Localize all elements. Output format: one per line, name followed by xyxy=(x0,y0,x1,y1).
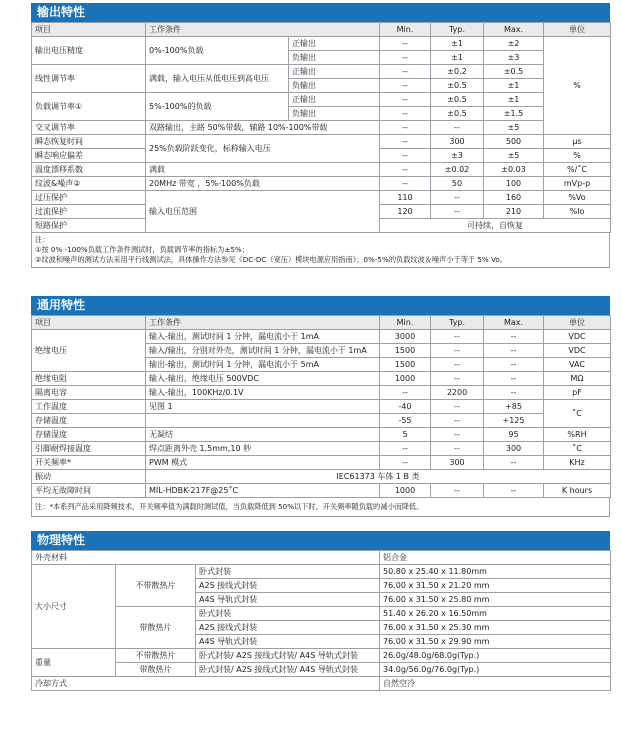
cond-cell: 无凝结 xyxy=(146,428,380,442)
package-type: 卧式封装/ A2S 接线式封装/ A4S 导轨式封装 xyxy=(196,663,380,677)
max-cell: ±1.5 xyxy=(484,107,544,121)
unit-cell: %Vo xyxy=(544,191,611,205)
typ-cell: ±0.5 xyxy=(431,107,484,121)
typ-cell: ±0.5 xyxy=(431,79,484,93)
table-row xyxy=(32,484,611,498)
typ-cell: -- xyxy=(431,205,484,219)
min-cell: -- xyxy=(380,121,431,135)
general-note: 注：*本系列产品采用降频技术，开关频率值为满载时测试值，当负载降低到 50%以下时，开关频率随负载的减小而降低。 xyxy=(31,498,610,517)
typ-cell: -- xyxy=(431,484,484,498)
item-cell: 绝缘电压 xyxy=(32,330,146,372)
header-max: Max. xyxy=(484,23,544,37)
max-cell: ±2 xyxy=(484,37,544,51)
table-row xyxy=(32,330,611,344)
cond-cell: 20MHz 带宽 ，5%-100%负载 xyxy=(146,177,380,191)
max-cell: ±3 xyxy=(484,51,544,65)
item-cell: 短路保护 xyxy=(32,219,146,233)
package-type: 卧式封装 xyxy=(196,565,380,579)
output-section xyxy=(31,3,610,268)
size-label: 大小尺寸 xyxy=(32,565,116,649)
min-cell: -- xyxy=(380,386,431,400)
min-cell: -- xyxy=(380,135,431,149)
header-unit: 单位 xyxy=(544,23,611,37)
sub-cell: 正输出 xyxy=(289,65,380,79)
typ-cell: ±0.2 xyxy=(431,65,484,79)
min-cell: 120 xyxy=(380,205,431,219)
item-cell: 纹波&噪声② xyxy=(32,177,146,191)
max-cell: -- xyxy=(484,456,544,470)
typ-cell: -- xyxy=(431,191,484,205)
value-cell: IEC61373 车体 1 B 类 xyxy=(146,470,611,484)
max-cell: +125 xyxy=(484,414,544,428)
dimension-value: 76.00 x 31.50 x 25.80 mm xyxy=(380,593,611,607)
physical-section xyxy=(31,531,610,691)
typ-cell: ±3 xyxy=(431,149,484,163)
item-cell: 负载调节率① xyxy=(32,93,146,121)
unit-cell: VAC xyxy=(544,358,611,372)
typ-cell: -- xyxy=(431,330,484,344)
table-row xyxy=(32,565,611,579)
item-cell: 交叉调节率 xyxy=(32,121,146,135)
cond-cell: 输入-输出，绝缘电压 500VDC xyxy=(146,372,380,386)
min-cell: 1000 xyxy=(380,372,431,386)
weight-value: 26.0g/48.0g/68.0g(Typ.) xyxy=(380,649,611,663)
sub-cell: 负输出 xyxy=(289,107,380,121)
item-cell: 存储湿度 xyxy=(32,428,146,442)
table-row xyxy=(32,456,611,470)
min-cell: -- xyxy=(380,51,431,65)
dimension-value: 76.00 x 31.50 x 25.30 mm xyxy=(380,621,611,635)
typ-cell: -- xyxy=(431,358,484,372)
package-type: A4S 导轨式封装 xyxy=(196,635,380,649)
table-row xyxy=(32,121,611,135)
item-cell: 瞬态恢复时间 xyxy=(32,135,146,149)
min-cell: 1000 xyxy=(380,484,431,498)
no-heatsink-label: 不带散热片 xyxy=(116,649,196,663)
item-cell: 温度漂移系数 xyxy=(32,163,146,177)
cond-cell: 25%负载阶跃变化，标称输入电压 xyxy=(146,135,380,163)
unit-cell: ˚C xyxy=(544,400,611,428)
table-header xyxy=(32,23,611,37)
header-item: 项目 xyxy=(32,316,146,330)
item-cell: 存储温度 xyxy=(32,414,146,428)
max-cell: -- xyxy=(484,358,544,372)
general-section-title: 通用特性 xyxy=(31,296,610,315)
dimension-value: 51.40 x 26.20 x 16.50mm xyxy=(380,607,611,621)
table-header xyxy=(32,316,611,330)
item-cell: 过流保护 xyxy=(32,205,146,219)
table-row xyxy=(32,551,611,565)
unit-cell: pF xyxy=(544,386,611,400)
min-cell: -- xyxy=(380,37,431,51)
table-row xyxy=(32,428,611,442)
typ-cell: -- xyxy=(431,372,484,386)
table-row xyxy=(32,649,611,663)
min-cell: -- xyxy=(380,93,431,107)
typ-cell: ±0.5 xyxy=(431,93,484,107)
table-row xyxy=(32,470,611,484)
table-row xyxy=(32,414,611,428)
unit-cell: KHz xyxy=(544,456,611,470)
table-row xyxy=(32,177,611,191)
typ-cell: -- xyxy=(431,344,484,358)
item-cell: 平均无故障时间 xyxy=(32,484,146,498)
max-cell: +85 xyxy=(484,400,544,414)
cooling-value: 自然空冷 xyxy=(380,677,611,691)
dimension-value: 50.80 x 25.40 x 11.80mm xyxy=(380,565,611,579)
package-type: A4S 导轨式封装 xyxy=(196,593,380,607)
unit-cell: %RH xyxy=(544,428,611,442)
header-typ: Typ. xyxy=(431,23,484,37)
dimension-value: 76.00 x 31.50 x 29.90 mm xyxy=(380,635,611,649)
unit-cell: % xyxy=(544,37,611,135)
max-cell: 95 xyxy=(484,428,544,442)
sub-cell: 正输出 xyxy=(289,93,380,107)
cond-cell: 5%-100%的负载 xyxy=(146,93,289,121)
unit-cell: %/˚C xyxy=(544,163,611,177)
table-row xyxy=(32,677,611,691)
item-cell: 开关频率* xyxy=(32,456,146,470)
item-cell: 振动 xyxy=(32,470,146,484)
weight-value: 34.0g/56.0g/76.0g(Typ.) xyxy=(380,663,611,677)
table-row xyxy=(32,93,611,107)
table-row xyxy=(32,400,611,414)
max-cell: ±0.03 xyxy=(484,163,544,177)
unit-cell: %Io xyxy=(544,205,611,219)
table-row xyxy=(32,663,611,677)
table-row xyxy=(32,135,611,149)
sub-cell: 负输出 xyxy=(289,51,380,65)
max-cell: -- xyxy=(484,484,544,498)
min-cell: -55 xyxy=(380,414,431,428)
typ-cell: ±1 xyxy=(431,51,484,65)
cond-cell: 见图 1 xyxy=(146,400,380,414)
cond-cell: 输出-输出，测试时间 1 分钟，漏电流小于 5mA xyxy=(146,358,380,372)
cond-cell: MIL-HDBK-217F@25˚C xyxy=(146,484,380,498)
typ-cell: ±1 xyxy=(431,37,484,51)
unit-cell: VDC xyxy=(544,344,611,358)
unit-cell: mVp-p xyxy=(544,177,611,191)
typ-cell: 50 xyxy=(431,177,484,191)
max-cell: -- xyxy=(484,344,544,358)
max-cell: 160 xyxy=(484,191,544,205)
min-cell: -- xyxy=(380,65,431,79)
item-cell: 工作温度 xyxy=(32,400,146,414)
table-row xyxy=(32,372,611,386)
table-row xyxy=(32,607,611,621)
cond-cell: 输入-输出，100KHz/0.1V xyxy=(146,386,380,400)
min-cell: -- xyxy=(380,442,431,456)
max-cell: ±1 xyxy=(484,79,544,93)
table-row xyxy=(32,37,611,51)
min-cell: -- xyxy=(380,79,431,93)
max-cell: ±5 xyxy=(484,121,544,135)
unit-cell: µs xyxy=(544,135,611,149)
min-cell: 1500 xyxy=(380,344,431,358)
table-row xyxy=(32,65,611,79)
cond-cell: 输入/输出，分别对外壳，测试时间 1 分钟，漏电流小于 1mA xyxy=(146,344,380,358)
min-cell: 110 xyxy=(380,191,431,205)
max-cell: -- xyxy=(484,330,544,344)
cond-cell: 满载，输入电压从低电压到高电压 xyxy=(146,65,289,93)
cooling-label: 冷却方式 xyxy=(32,677,380,691)
max-cell: ±5 xyxy=(484,149,544,163)
cond-cell: 焊点距离外壳 1.5mm,10 秒 xyxy=(146,442,380,456)
note-line: 注： xyxy=(35,235,50,244)
table-row xyxy=(32,163,611,177)
case-value: 铝合金 xyxy=(380,551,611,565)
item-cell: 绝缘电阻 xyxy=(32,372,146,386)
package-type: 卧式封装 xyxy=(196,607,380,621)
cond-cell: 输入-输出，测试时间 1 分钟，漏电流小于 1mA xyxy=(146,330,380,344)
case-label: 外壳材料 xyxy=(32,551,380,565)
max-cell: 100 xyxy=(484,177,544,191)
max-cell: ±1 xyxy=(484,93,544,107)
min-cell: -- xyxy=(380,149,431,163)
cond-cell: 输入电压范围 xyxy=(146,191,380,233)
max-cell: 300 xyxy=(484,442,544,456)
table-row xyxy=(32,386,611,400)
header-min: Min. xyxy=(380,316,431,330)
max-cell: 500 xyxy=(484,135,544,149)
output-section-title: 输出特性 xyxy=(31,3,610,22)
typ-cell: -- xyxy=(431,442,484,456)
header-unit: 单位 xyxy=(544,316,611,330)
dimension-value: 76.00 x 31.50 x 21.20 mm xyxy=(380,579,611,593)
header-cond: 工作条件 xyxy=(146,316,380,330)
typ-cell: ±0.02 xyxy=(431,163,484,177)
weight-label: 重量 xyxy=(32,649,116,677)
package-type: A2S 接线式封装 xyxy=(196,579,380,593)
physical-section-title: 物理特性 xyxy=(31,531,610,550)
table-row xyxy=(32,442,611,456)
max-cell: ±0.5 xyxy=(484,65,544,79)
max-cell: 210 xyxy=(484,205,544,219)
max-cell: -- xyxy=(484,386,544,400)
general-table xyxy=(31,315,611,498)
typ-cell: -- xyxy=(431,121,484,135)
min-cell: -- xyxy=(380,107,431,121)
with-heatsink-label: 带散热片 xyxy=(116,663,196,677)
min-cell: -- xyxy=(380,456,431,470)
physical-table xyxy=(31,550,611,691)
table-row xyxy=(32,191,611,205)
header-item: 项目 xyxy=(32,23,146,37)
typ-cell: 300 xyxy=(431,456,484,470)
item-cell: 引脚耐焊接温度 xyxy=(32,442,146,456)
general-section xyxy=(31,296,610,517)
package-type: A2S 接线式封装 xyxy=(196,621,380,635)
typ-cell: -- xyxy=(431,400,484,414)
unit-cell: MΩ xyxy=(544,372,611,386)
value-cell: 可持续，自恢复 xyxy=(380,219,611,233)
cond-cell: PWM 模式 xyxy=(146,456,380,470)
cond-cell: 双路输出，主路 50%带载，辅路 10%-100%带载 xyxy=(146,121,380,135)
item-cell: 隔离电容 xyxy=(32,386,146,400)
cond-cell xyxy=(146,414,380,428)
min-cell: 5 xyxy=(380,428,431,442)
min-cell: 1500 xyxy=(380,358,431,372)
typ-cell: 2200 xyxy=(431,386,484,400)
header-min: Min. xyxy=(380,23,431,37)
item-cell: 输出电压精度 xyxy=(32,37,146,65)
with-heatsink-label: 带散热片 xyxy=(116,607,196,649)
item-cell: 过压保护 xyxy=(32,191,146,205)
min-cell: -- xyxy=(380,177,431,191)
min-cell: -- xyxy=(380,163,431,177)
cond-cell: 满载 xyxy=(146,163,380,177)
unit-cell: VDC xyxy=(544,330,611,344)
cond-cell: 0%-100%负载 xyxy=(146,37,289,65)
output-table xyxy=(31,22,611,233)
unit-cell: ˚C xyxy=(544,442,611,456)
header-max: Max. xyxy=(484,316,544,330)
output-notes xyxy=(31,233,610,268)
item-cell: 线性调节率 xyxy=(32,65,146,93)
sub-cell: 负输出 xyxy=(289,79,380,93)
unit-cell: K hours xyxy=(544,484,611,498)
unit-cell: % xyxy=(544,149,611,163)
sub-cell: 正输出 xyxy=(289,37,380,51)
item-cell: 瞬态响应偏差 xyxy=(32,149,146,163)
typ-cell: 300 xyxy=(431,135,484,149)
package-type: 卧式封装/ A2S 接线式封装/ A4S 导轨式封装 xyxy=(196,649,380,663)
max-cell: -- xyxy=(484,372,544,386)
typ-cell: -- xyxy=(431,414,484,428)
note-line: ②纹波和噪声的测试方法采用平行线测试法，具体操作方法参见《DC-DC（宽压）模块电源应用指南》；0%-5%的负载纹波＆噪声小于等于 5% Vo。 xyxy=(35,255,507,264)
header-cond: 工作条件 xyxy=(146,23,380,37)
min-cell: 3000 xyxy=(380,330,431,344)
note-line: ①按 0% -100%负载工作条件测试时，负载调节率的指标为±5%； xyxy=(35,245,249,254)
typ-cell: -- xyxy=(431,428,484,442)
header-typ: Typ. xyxy=(431,316,484,330)
no-heatsink-label: 不带散热片 xyxy=(116,565,196,607)
min-cell: -40 xyxy=(380,400,431,414)
